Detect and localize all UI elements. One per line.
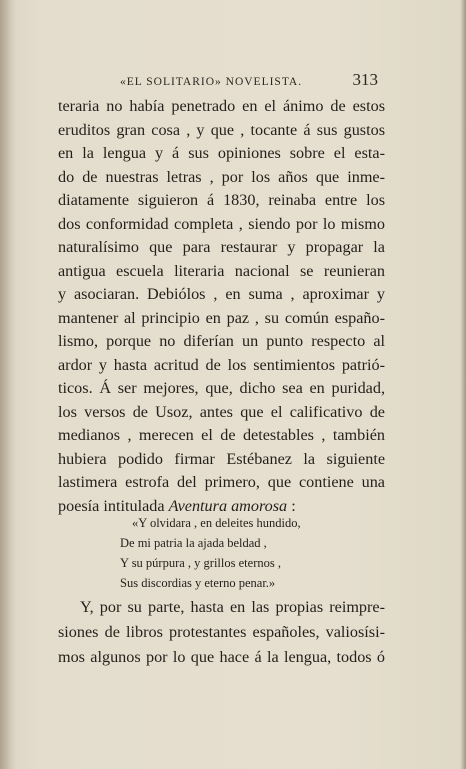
page-number: 313 [352, 70, 378, 89]
text-line: naturalísimo que para restaurar y propagar la [58, 238, 385, 256]
text-line: mos algunos por lo que hace á la lengua, todos ó [58, 648, 385, 666]
text-line: los versos de Usoz, antes que el calificativo de [58, 402, 385, 421]
page-header [120, 70, 378, 90]
text-line: teraria no había penetrado en el ánimo de estos [58, 97, 385, 115]
text-line: y asociaran. Debiólos , en suma , aproximar y [58, 285, 385, 303]
text-line: lismo, porque no diferían un punto respecto al [58, 332, 385, 350]
text-line: en la lengua y á sus opiniones sobre el esta- [58, 144, 385, 162]
text-line: diatamente siguieron á 1830, reinaba entre los [58, 191, 385, 209]
text-line: Y, por su parte, hasta en las propias reimpre- [80, 598, 385, 616]
paragraph-1 [58, 95, 385, 518]
poem-verse: Y su púrpura , y grillos eternos , [120, 556, 281, 570]
text-line: siones de libros protestantes españoles, valiosísi- [58, 623, 385, 641]
text-fragment: : [287, 496, 296, 515]
text-line: do de nuestras letras , por los años que inme- [58, 167, 385, 186]
paragraph-2 [58, 595, 385, 670]
text-line: dos conformidad completa , siendo por lo mismo [58, 214, 385, 233]
poem-verse: Sus discordias y eterno penar.» [120, 576, 276, 590]
text-line: ticos. Á ser mejores, que, dicho sea en puridad, [58, 379, 385, 397]
text-line: ardor y hasta acritud de los sentimientos patrió- [58, 355, 385, 374]
text-line: mantener al principio en paz , su común españo- [58, 308, 385, 327]
text-fragment: poesía intitulada [58, 496, 169, 515]
poem-stanza [120, 513, 350, 593]
poem-verse: De mi patria la ajada beldad , [120, 536, 267, 550]
running-head: «EL SOLITARIO» NOVELISTA. [120, 76, 303, 88]
text-line: eruditos gran cosa , y que , tocante á sus gustos [58, 120, 385, 139]
text-line: lastimera estrofa del primero, que contiene una [58, 473, 385, 491]
poem-verse: «Y olvidara , en deleites hundido, [132, 516, 301, 530]
poem-title: Aventura amorosa [168, 496, 288, 515]
text-line: medianos , merecen el de detestables , también [58, 426, 385, 444]
text-line: hubiera podido firmar Estébanez la siguiente [58, 449, 385, 468]
text-line: antigua escuela literaria nacional se reunieran [58, 261, 385, 280]
